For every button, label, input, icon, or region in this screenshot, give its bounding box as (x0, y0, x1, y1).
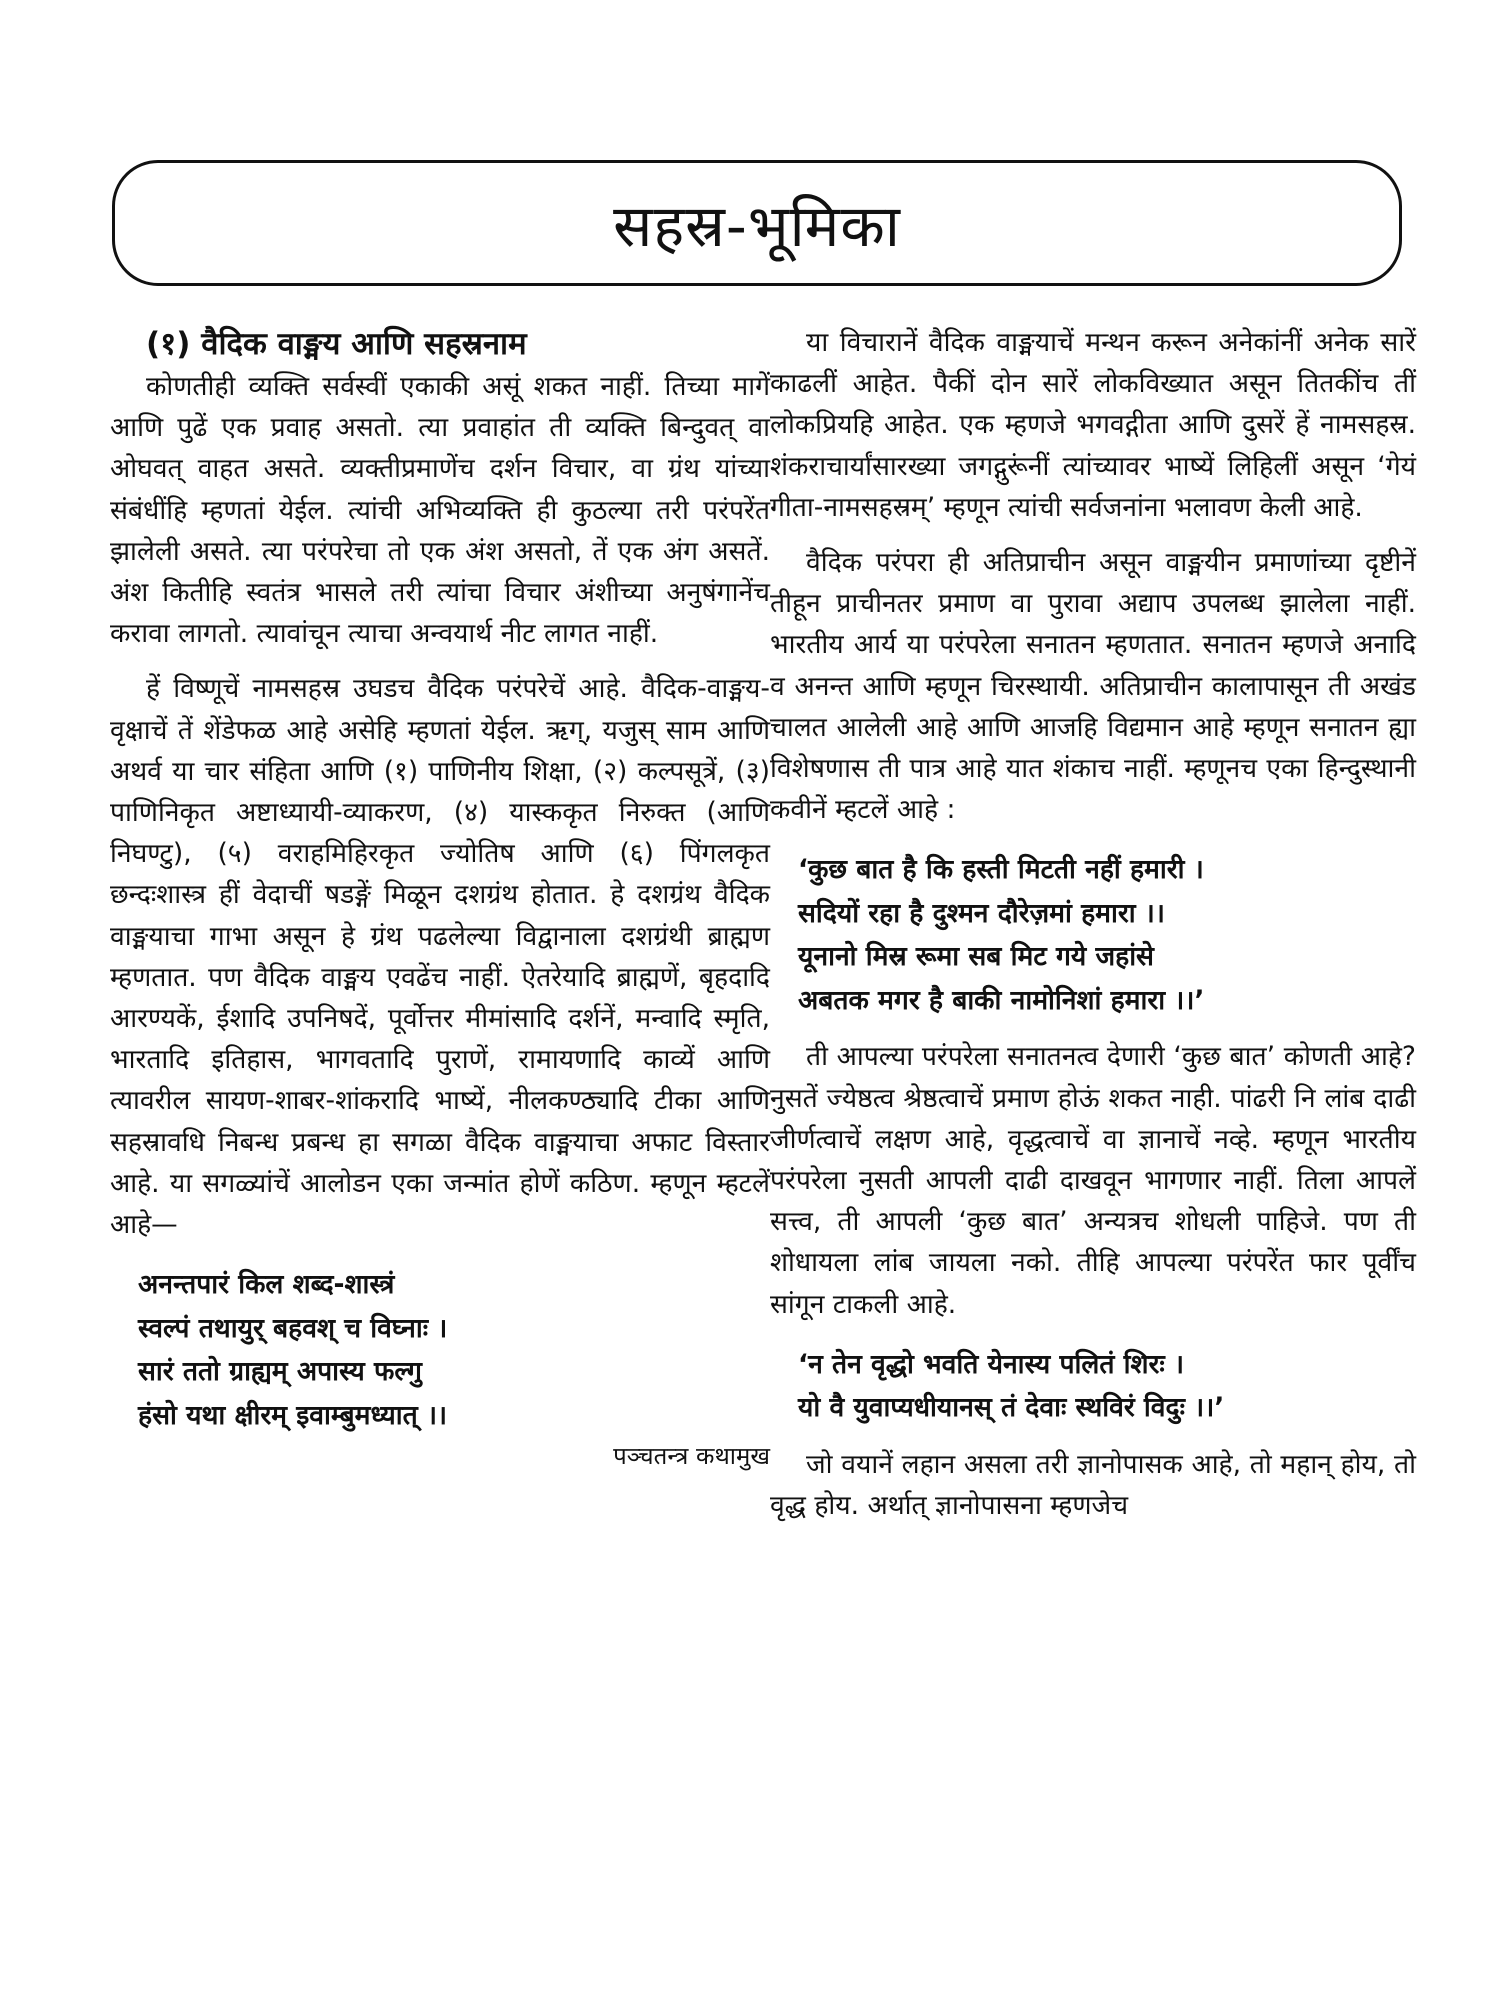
urdu-verse (798, 848, 1416, 1022)
sanskrit-verse-left (138, 1263, 770, 1437)
section-heading: (१) वैदिक वाङ्मय आणि सहस्रनाम (146, 326, 527, 362)
left-column (110, 322, 770, 1473)
page-title: सहस्र-भूमिका (613, 191, 901, 260)
verse-line: हंसो यथा क्षीरम् इवाम्बुमध्यात् ।। (138, 1399, 448, 1431)
right-paragraph-2: वैदिक परंपरा ही अतिप्राचीन असून वाङ्मयीन प्रमाणांच्या दृष्टीनें तीहून प्राचीनतर प्रमाण वा पुरावा अद्याप उपलब्ध झालेला नाहीं. भारतीय आर्य या परंपरेला सनातन म्हणतात. सनातन म्हणजे अनादि व अनन्त आणि म्हणून चिरस्थायी. अतिप्राचीन कालापासून ती अखंड चालत आलेली आहे आणि आजहि विद्यमान आहे म्हणून सनातन ह्या विशेषणास ती पात्र आहे यात शंकाच नाहीं. म्हणूनच एका हिन्दुस्थानी कवीनें म्हटलें आहे : (770, 547, 1416, 826)
verse-line: अनन्तपारं किल शब्द-शास्त्रं (138, 1269, 395, 1301)
verse-line: ‘कुछ बात है कि हस्ती मिटती नहीं हमारी । (798, 854, 1204, 886)
verse-line: यूनानो मिस्र रूमा सब मिट गये जहांसे (798, 941, 1154, 973)
right-paragraph-1: या विचारानें वैदिक वाङ्मयाचें मन्थन करून अनेकांनीं अनेक सारें काढलीं आहेत. पैकीं दोन सारें लोकविख्यात असून तितकींच तीं लोकप्रियहि आहेत. एक म्हणजे भगवद्गीता आणि दुसरें हें नामसहस्र. शंकराचार्यांसारख्या जगद्गुरूंनीं त्यांच्यावर भाष्यें लिहिलीं असून ‘गेयं गीता-नामसहस्रम्’ म्हणून त्यांची सर्वजनांना भलावण केली आहे. (770, 327, 1416, 523)
right-paragraph-3: ती आपल्या परंपरेला सनातनत्व देणारी ‘कुछ बात’ कोणती आहे? नुसतें ज्येष्ठत्व श्रेष्ठत्वाचें प्रमाण होऊं शकत नाही. पांढरी नि लांब दाढी जीर्णत्वाचें लक्षण आहे, वृद्धत्वाचें वा ज्ञानाचें नव्हे. म्हणून भारतीय परंपरेला नुसती आपली दाढी दाखवून भागणार नाहीं. तिला आपलें सत्त्व, ती आपली ‘कुछ बात’ अन्यत्रच शोधली पाहिजे. पण ती शोधायला लांब जायला नको. तीहि आपल्या परंपरेंत फार पूर्वींच सांगून टाकली आहे. (770, 1041, 1416, 1320)
left-paragraph-1: कोणतीही व्यक्ति सर्वस्वीं एकाकी असूं शकत नाहीं. तिच्या मागें आणि पुढें एक प्रवाह असतो. त्या प्रवाहांत ती व्यक्ति बिन्दुवत् वा ओघवत् वाहत असते. व्यक्तीप्रमाणेंच दर्शन विचार, वा ग्रंथ यांच्या संबंधींहि म्हणतां येईल. त्यांची अभिव्यक्ति ही कुठल्या तरी परंपरेंत झालेली असते. त्या परंपरेचा तो एक अंश असतो, तें एक अंग असतें. अंश कितीहि स्वतंत्र भासले तरी त्यांचा विचार अंशीच्या अनुषंगानेंच करावा लागतो. त्यावांचून त्याचा अन्वयार्थ नीट लागत नाहीं. (110, 371, 770, 650)
title-box (112, 160, 1402, 286)
verse-line: अबतक मगर है बाकी नामोनिशां हमारा ।।’ (798, 984, 1205, 1016)
verse-line: यो वै युवाप्यधीयानस् तं देवाः स्थविरं विदुः ।।’ (798, 1392, 1225, 1424)
verse-attribution: पञ्चतन्त्र कथामुख (613, 1442, 770, 1471)
sanskrit-verse-right (798, 1343, 1416, 1430)
verse-line: ‘न तेन वृद्धो भवति येनास्य पलितं शिरः । (798, 1348, 1184, 1380)
verse-line: सदियों रहा है दुश्मन दौरेज़मां हमारा ।। (798, 897, 1165, 929)
left-paragraph-2: हें विष्णूचें नामसहस्र उघडच वैदिक परंपरेचें आहे. वैदिक-वाङ्मय-वृक्षाचें तें शेंडेफळ आहे असेहि म्हणतां येईल. ऋग्, यजुस् साम आणि अथर्व या चार संहिता आणि (१) पाणिनीय शिक्षा, (२) कल्पसूत्रें, (३) पाणिनिकृत अष्टाध्यायी-व्याकरण, (४) यास्ककृत निरुक्त (आणि निघण्टु), (५) वराहमिहिरकृत ज्योतिष आणि (६) पिंगलकृत छन्दःशास्त्र हीं वेदाचीं षडङ्गें मिळून दशग्रंथ होतात. हे दशग्रंथ वैदिक वाङ्मयाचा गाभा असून हे ग्रंथ पढलेल्या विद्वानाला दशग्रंथी ब्राह्मण म्हणतात. पण वैदिक वाङ्मय एवढेंच नाहीं. ऐतरेयादि ब्राह्मणें, बृहदादि आरण्यकें, ईशादि उपनिषदें, पूर्वोत्तर मीमांसादि दर्शनें, मन्वादि स्मृति, भारतादि इतिहास, भागवतादि पुराणें, रामायणादि काव्यें आणि त्यावरील सायण-शाबर-शांकरादि भाष्यें, नीलकण्ठ्यादि टीका आणि सहस्रावधि निबन्ध प्रबन्ध हा सगळा वैदिक वाङ्मयाचा अफाट विस्तार आहे. या सगळ्यांचें आलोडन एका जन्मांत होणें कठिण. म्हणून म्हटलें आहे— (110, 673, 770, 1241)
right-column (770, 322, 1416, 1526)
verse-line: सारं ततो ग्राह्यम् अपास्य फल्गु (138, 1356, 422, 1388)
right-paragraph-4: जो वयानें लहान असला तरी ज्ञानोपासक आहे, तो महान् होय, तो वृद्ध होय. अर्थात् ज्ञानोपासना म्हणजेच (770, 1448, 1416, 1522)
verse-line: स्वल्पं तथायुर् बहवश् च विघ्नाः । (138, 1312, 448, 1344)
